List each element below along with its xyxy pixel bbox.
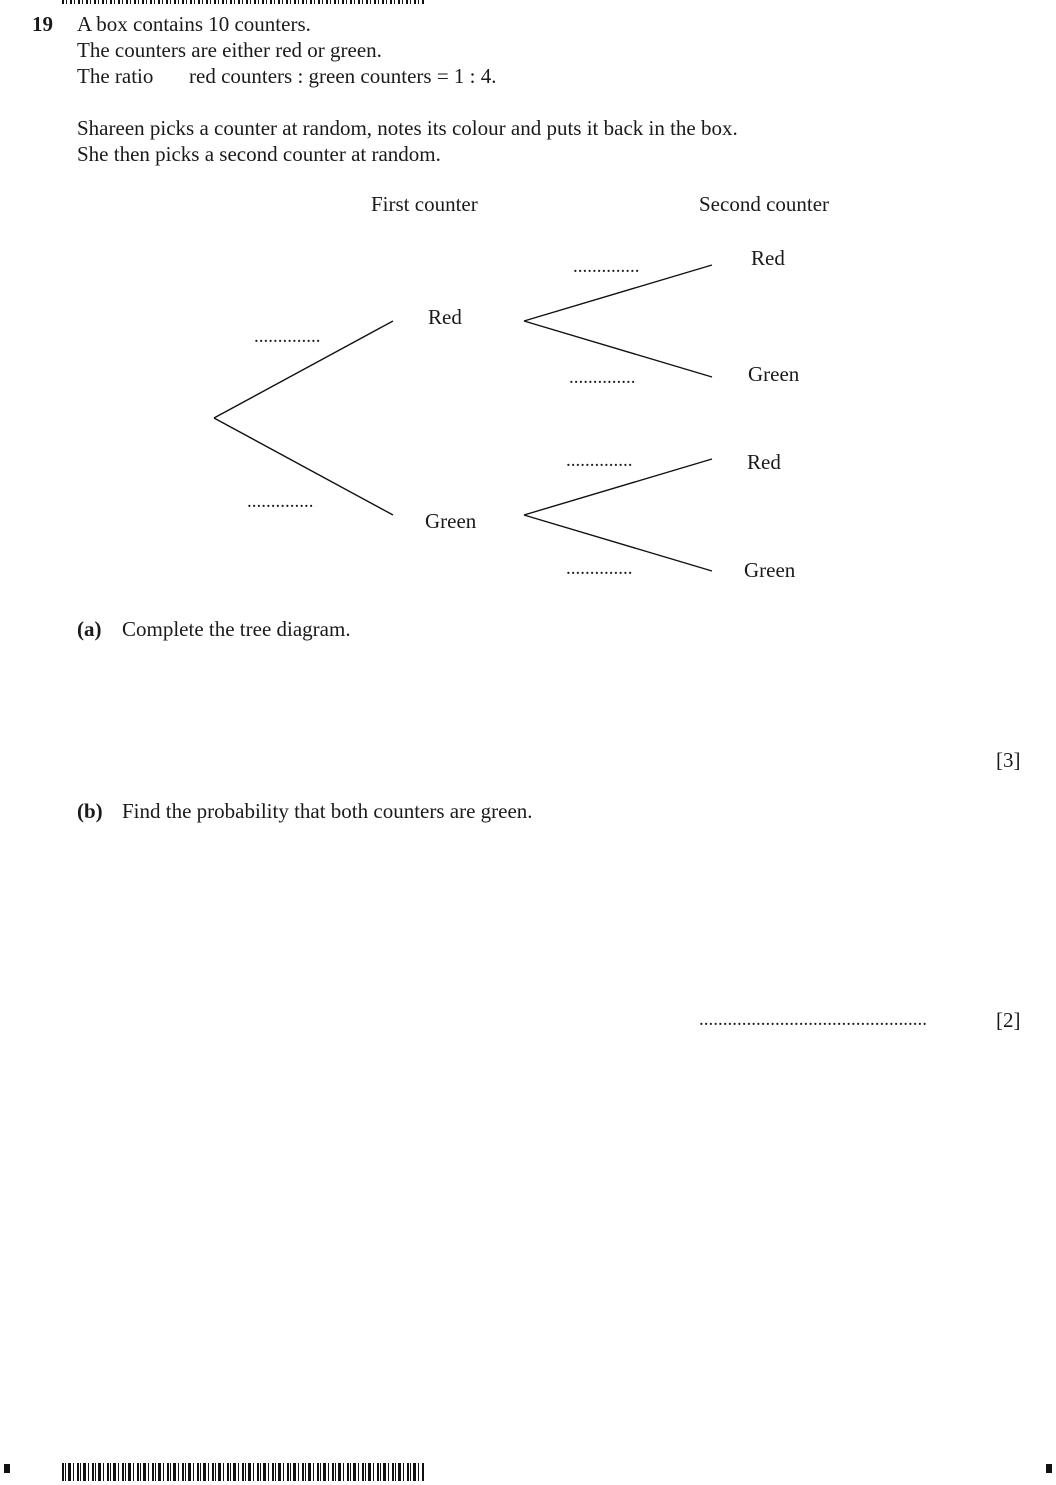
part-b-text: Find the probability that both counters are green. <box>122 799 533 823</box>
ratio-text: red counters : green counters = 1 : 4. <box>189 64 497 88</box>
question-line-4: She then picks a second counter at random. <box>77 142 441 166</box>
header-second-counter: Second counter <box>699 192 830 216</box>
blank-red-red[interactable]: .............. <box>573 256 640 277</box>
corner-marker-right <box>1046 1464 1052 1473</box>
node-second-red-1: Red <box>751 246 785 270</box>
node-second-green-1: Green <box>748 362 800 386</box>
blank-green-red[interactable]: .............. <box>566 450 633 471</box>
node-second-red-2: Red <box>747 450 781 474</box>
question-line-2: The counters are either red or green. <box>77 38 382 62</box>
part-b-label: (b) <box>77 799 103 823</box>
blank-red-green[interactable]: .............. <box>569 367 636 388</box>
blank-first-red[interactable]: .............. <box>254 326 321 347</box>
corner-marker-left <box>4 1464 10 1473</box>
blank-green-green[interactable]: .............. <box>566 558 633 579</box>
question-number: 19 <box>32 12 53 36</box>
part-a-text: Complete the tree diagram. <box>122 617 351 641</box>
question-line-3: Shareen picks a counter at random, notes its colour and puts it back in the box. <box>77 116 738 140</box>
blank-first-green[interactable]: .............. <box>247 491 314 512</box>
part-b-marks: [2] <box>996 1008 1021 1032</box>
node-first-green: Green <box>425 509 477 533</box>
part-b-answer-line[interactable]: ................................................ <box>699 1009 927 1030</box>
header-first-counter: First counter <box>371 192 478 216</box>
node-first-red: Red <box>428 305 462 329</box>
part-a-label: (a) <box>77 617 102 641</box>
node-second-green-2: Green <box>744 558 796 582</box>
part-a-marks: [3] <box>996 748 1021 772</box>
bottom-barcode <box>62 1463 424 1481</box>
ratio-prefix: The ratio <box>77 64 154 88</box>
question-line-1: A box contains 10 counters. <box>77 12 311 36</box>
